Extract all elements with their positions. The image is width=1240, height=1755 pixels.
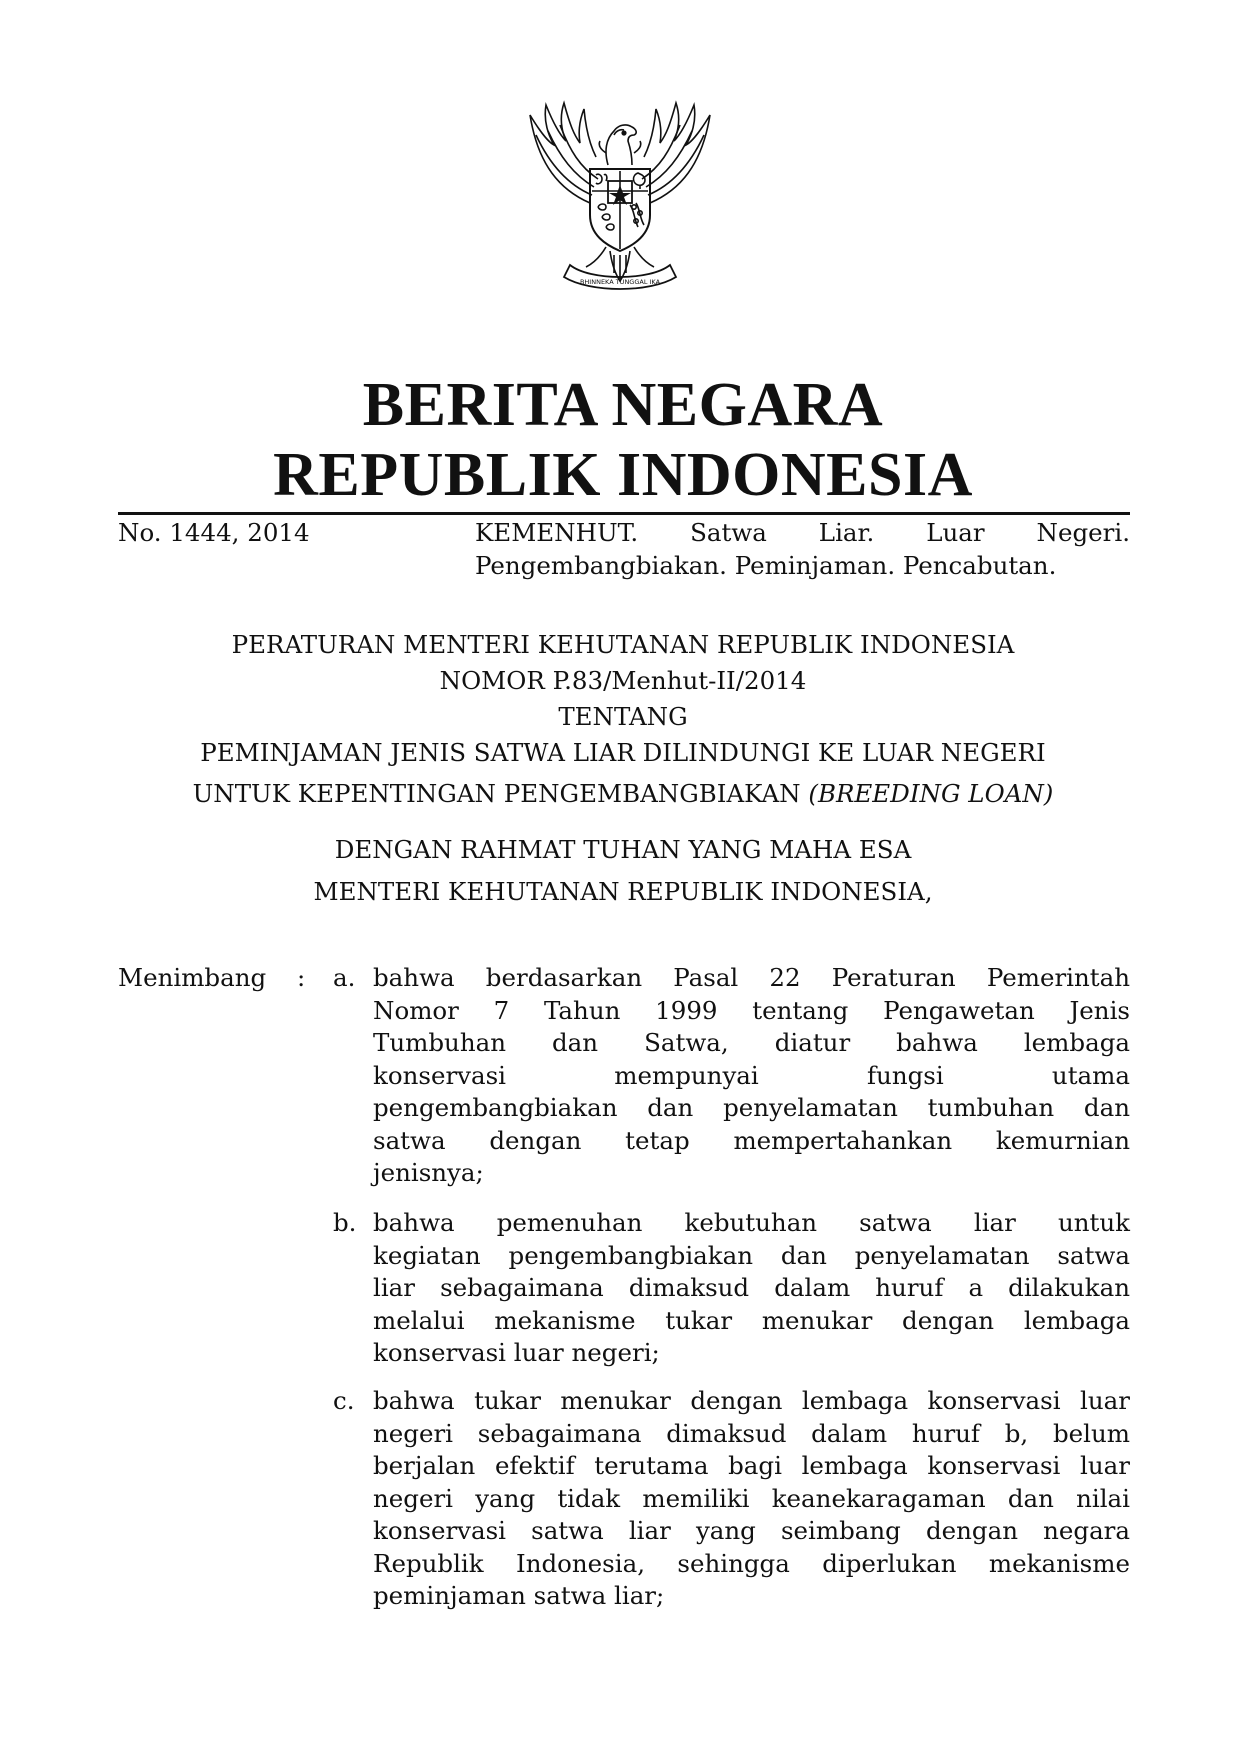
issue-subject xyxy=(475,517,1130,582)
list-item-line: negeri yang tidak memiliki keanekaragaman dan nilai xyxy=(373,1483,1130,1513)
list-item-line: Tumbuhan dan Satwa, diatur bahwa lembaga xyxy=(373,1028,1130,1057)
list-item-line: negeri sebagaimana dimaksud dalam huruf b, belum xyxy=(373,1418,1130,1448)
list-item-line: Republik Indonesia, sehingga diperlukan mekanisme xyxy=(373,1548,1130,1578)
list-item-line: liar sebagaimana dimaksud dalam huruf a dilakukan xyxy=(373,1273,1130,1302)
considering-item-a xyxy=(373,962,1130,1190)
regulation-subject-line-2 xyxy=(118,778,1128,811)
garuda-emblem-icon xyxy=(520,95,720,310)
considering-colon: : xyxy=(297,963,306,992)
list-item-line: melalui mekanisme tukar menukar dengan lembaga xyxy=(373,1305,1130,1335)
list-item-line: satwa dengan tetap mempertahankan kemurnian xyxy=(373,1125,1130,1155)
regulation-about: TENTANG xyxy=(558,702,688,731)
regulation-subject-line-2-text: UNTUK KEPENTINGAN PENGEMBANGBIAKAN xyxy=(192,779,801,808)
list-item-line: berjalan efektif terutama bagi lembaga konservasi luar xyxy=(373,1451,1130,1480)
list-item-line: bahwa berdasarkan Pasal 22 Peraturan Pemerintah xyxy=(373,963,1130,992)
considering-item-a-letter: a. xyxy=(333,963,356,992)
list-item-line: bahwa pemenuhan kebutuhan satwa liar untuk xyxy=(373,1208,1130,1237)
considering-item-b xyxy=(373,1207,1130,1370)
list-item-line: konservasi mempunyai fungsi utama xyxy=(373,1060,1130,1090)
issue-number: No. 1444, 2014 xyxy=(118,518,310,547)
list-item-line: Nomor 7 Tahun 1999 tentang Pengawetan Jenis xyxy=(373,995,1130,1025)
regulation-subject-line-1: PEMINJAMAN JENIS SATWA LIAR DILINDUNGI KE LUAR NEGERI xyxy=(200,738,1046,767)
list-item-line: bahwa tukar menukar dengan lembaga konservasi luar xyxy=(373,1386,1130,1415)
emblem-motto: BHINNEKA TUNGGAL IKA xyxy=(579,278,661,286)
regulation-subject-italic: (BREEDING LOAN) xyxy=(808,779,1054,808)
masthead-rule xyxy=(118,512,1130,515)
regulation-title: PERATURAN MENTERI KEHUTANAN REPUBLIK INDONESIA xyxy=(231,630,1015,659)
list-item-line: kegiatan pengembangbiakan dan penyelamatan satwa xyxy=(373,1240,1130,1270)
considering-label: Menimbang xyxy=(118,963,267,992)
list-item-line: pengembangbiakan dan penyelamatan tumbuhan dan xyxy=(373,1093,1130,1122)
preamble-line-2: MENTERI KEHUTANAN REPUBLIK INDONESIA, xyxy=(313,877,933,906)
considering-item-c xyxy=(373,1385,1130,1613)
masthead-line-2: REPUBLIK INDONESIA xyxy=(273,441,973,509)
list-item-line: konservasi luar negeri; xyxy=(373,1338,660,1367)
issue-subject-line-2: Pengembangbiakan. Peminjaman. Pencabutan. xyxy=(475,550,1057,580)
considering-item-b-letter: b. xyxy=(333,1208,357,1237)
list-item-line: peminjaman satwa liar; xyxy=(373,1581,665,1610)
masthead-line-1: BERITA NEGARA xyxy=(362,371,884,439)
considering-item-c-letter: c. xyxy=(333,1386,355,1415)
list-item-line: konservasi satwa liar yang seimbang dengan negara xyxy=(373,1516,1130,1545)
regulation-number: NOMOR P.83/Menhut-II/2014 xyxy=(439,666,807,695)
issue-subject-line-1: KEMENHUT. Satwa Liar. Luar Negeri. xyxy=(475,518,1130,547)
preamble-line-1: DENGAN RAHMAT TUHAN YANG MAHA ESA xyxy=(334,835,912,864)
list-item-line: jenisnya; xyxy=(373,1158,484,1187)
